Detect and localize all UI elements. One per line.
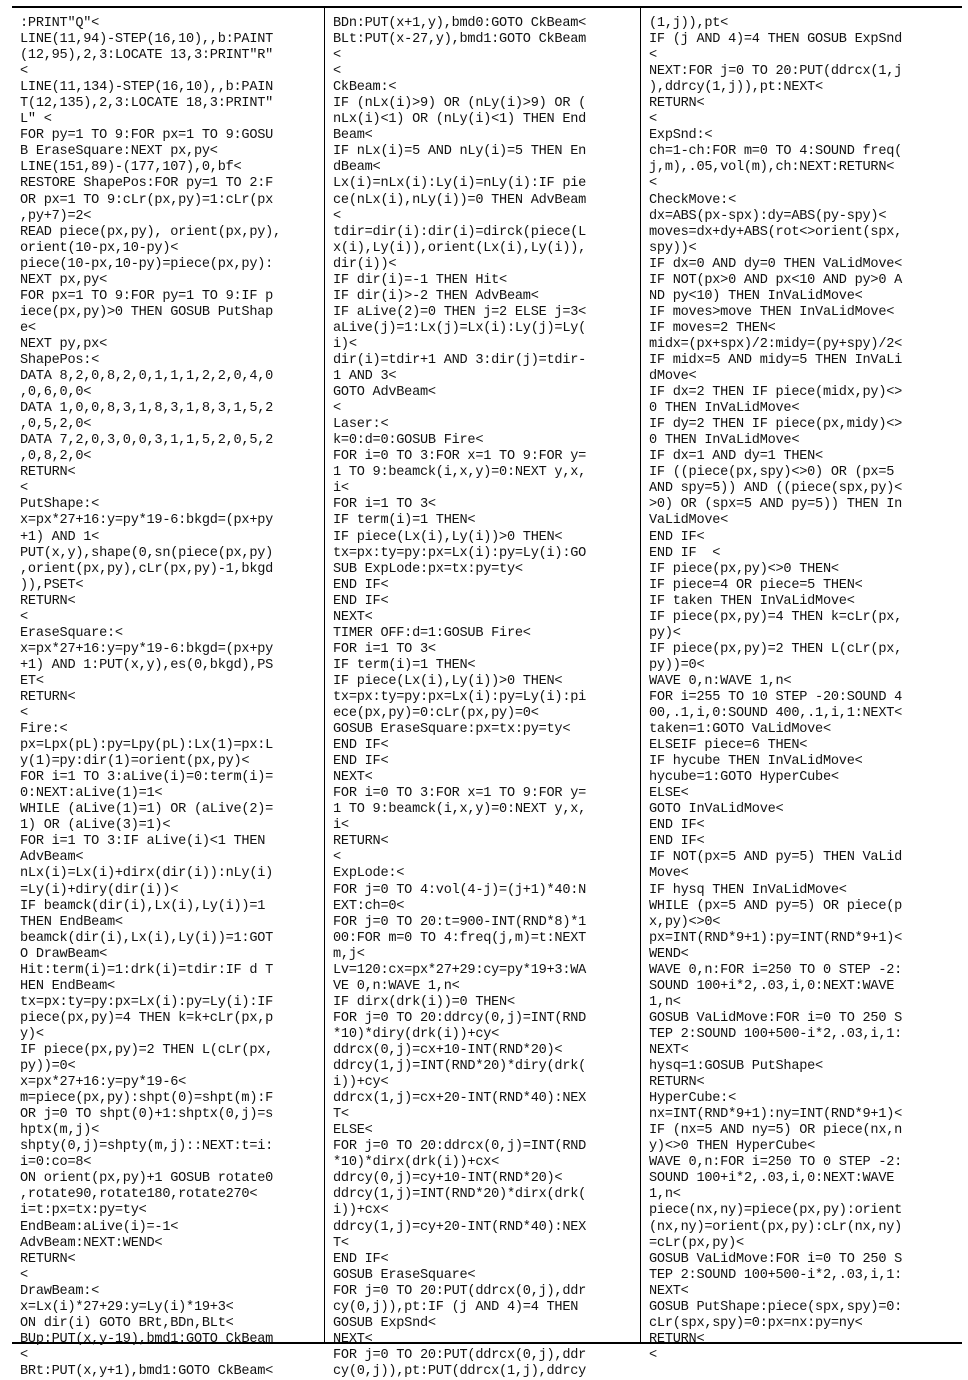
listing-page xyxy=(12,6,962,1379)
code-line: OR j=0 TO shpt(0)+1:shptx(0,j)=s xyxy=(20,1107,274,1123)
code-line: 1 TO 9:beamck(i,x,y)=0:NEXT y,x, xyxy=(333,802,587,818)
code-line: < xyxy=(649,112,657,128)
code-line: LINE(151,89)-(177,107),0,bf< xyxy=(20,160,242,176)
code-line: ELSE< xyxy=(333,1123,373,1139)
code-line: i)< xyxy=(333,336,357,352)
code-line: midx=(px+spx)/2:midy=(py+spy)/2< xyxy=(649,336,903,352)
code-line: RETURN< xyxy=(649,96,705,112)
code-line: END IF< xyxy=(333,754,389,770)
code-line: BRt:PUT(x,y+1),bmd1:GOTO CkBeam< xyxy=(20,1363,274,1379)
code-line: dir(i))< xyxy=(333,256,397,272)
code-line: Fire:< xyxy=(20,722,68,738)
code-line: GOSUB VaLidMove:FOR i=0 TO 250 S xyxy=(649,1251,903,1267)
code-line: tx=px:ty=py:px=Lx(i):py=Ly(i):IF xyxy=(20,994,274,1010)
code-line: PUT(x,y),shape(0,sn(piece(px,py) xyxy=(20,545,274,561)
code-line: < xyxy=(333,850,341,866)
code-line: IF hysq THEN InVaLidMove< xyxy=(649,882,847,898)
code-line: END IF< xyxy=(649,818,705,834)
code-line: IF hycube THEN InVaLidMove< xyxy=(649,754,863,770)
code-line: EraseSquare:< xyxy=(20,625,123,641)
code-line: RETURN< xyxy=(20,593,76,609)
code-line: m=piece(px,py):shpt(0)=shpt(m):F xyxy=(20,1091,274,1107)
code-line: shpty(0,j)=shpty(m,j)::NEXT:t=i: xyxy=(20,1139,274,1155)
code-line: THEN EndBeam< xyxy=(20,914,123,930)
code-line: py))=0< xyxy=(20,1059,76,1075)
code-line: FOR i=255 TO 10 STEP -20:SOUND 4 xyxy=(649,689,903,705)
code-line: ELSE< xyxy=(649,786,689,802)
code-line: i< xyxy=(333,481,349,497)
code-line: CheckMove:< xyxy=(649,192,736,208)
code-line: EndBeam:aLive(i)=-1< xyxy=(20,1219,179,1235)
code-line: FOR px=1 TO 9:FOR py=1 TO 9:IF p xyxy=(20,288,274,304)
code-line: ShapePos:< xyxy=(20,352,100,368)
code-line: )),PSET< xyxy=(20,577,84,593)
code-line: aLive(j)=1:Lx(j)=Lx(i):Ly(j)=Ly( xyxy=(333,320,587,336)
code-line: IF term(i)=1 THEN< xyxy=(333,657,476,673)
code-line: ,orient(px,py),cLr(px,py)-1,bkgd xyxy=(20,561,274,577)
code-line: WAVE 0,n:FOR i=250 TO 0 STEP -2: xyxy=(649,962,903,978)
code-line: WEND< xyxy=(649,946,689,962)
code-line: nx=INT(RND*9+1):ny=INT(RND*9+1)< xyxy=(649,1107,903,1123)
code-line: x=px*27+16:y=py*19-6:bkgd=(px+py xyxy=(20,641,274,657)
code-line: ddrcy(1,j)=cy+20-INT(RND*40):NEX xyxy=(333,1219,587,1235)
code-line: < xyxy=(333,48,341,64)
code-line: BDn:PUT(x+1,y),bmd0:GOTO CkBeam< xyxy=(333,16,587,31)
code-line: FOR i=1 TO 3:IF aLive(i)<1 THEN xyxy=(20,834,266,850)
code-line: IF nLx(i)=5 AND nLy(i)=5 THEN En xyxy=(333,144,587,160)
code-line: GOSUB PutShape:piece(spx,spy)=0: xyxy=(649,1299,903,1315)
code-line: tx=px:ty=py:px=Lx(i):py=Ly(i):GO xyxy=(333,545,587,561)
code-line: ,0,8,2,0< xyxy=(20,449,92,465)
code-line: < xyxy=(20,706,28,722)
code-line: < xyxy=(20,1347,28,1363)
code-line: +1) AND 1:PUT(x,y),es(0,bkgd),PS xyxy=(20,657,274,673)
code-line: GOTO InVaLidMove< xyxy=(649,802,784,818)
code-line: BUp:PUT(x,y-19),bmd1:GOTO CkBeam xyxy=(20,1331,274,1347)
code-line: tx=px:ty=py:px=Lx(i):py=Ly(i):pi xyxy=(333,689,587,705)
code-line: PutShape:< xyxy=(20,497,100,513)
code-line: END IF< xyxy=(333,738,389,754)
code-line: RETURN< xyxy=(20,465,76,481)
code-line: ,py+7)=2< xyxy=(20,208,92,224)
code-line: GOTO AdvBeam< xyxy=(333,385,436,401)
code-line: IF piece(px,py)=2 THEN L(cLr(px, xyxy=(649,641,903,657)
code-line: IF dirx(drk(i))=0 THEN< xyxy=(333,994,515,1010)
code-line: IF dx=1 AND dy=1 THEN< xyxy=(649,449,823,465)
code-line: T(12,135),2,3:LOCATE 18,3:PRINT" xyxy=(20,96,274,112)
code-line: ELSEIF piece=6 THEN< xyxy=(649,738,808,754)
code-line: HEN EndBeam< xyxy=(20,978,115,994)
code-line: SOUND 100+i*2,.03,i,0:NEXT:WAVE xyxy=(649,978,895,994)
code-line: SOUND 100+i*2,.03,i,0:NEXT:WAVE xyxy=(649,1171,895,1187)
code-line: moves=dx+dy+ABS(rot<>orient(spx, xyxy=(649,224,903,240)
code-line: ece(px,py)=0:cLr(px,py)=0< xyxy=(333,706,539,722)
code-line: hycube=1:GOTO HyperCube< xyxy=(649,770,839,786)
code-line: CkBeam:< xyxy=(333,80,397,96)
code-line: px=INT(RND*9+1):py=INT(RND*9+1)< xyxy=(649,930,903,946)
code-line: IF piece(px,py)=2 THEN L(cLr(px, xyxy=(20,1043,274,1058)
code-line: IF piece(px,py)=4 THEN k=cLr(px, xyxy=(649,609,903,625)
code-line: x,py)<>0< xyxy=(649,914,721,930)
code-line: IF NOT(px>0 AND px<10 AND py>0 A xyxy=(649,272,903,288)
code-line: Laser:< xyxy=(333,417,389,433)
code-line: END IF< xyxy=(333,1251,389,1267)
code-line: NEXT< xyxy=(333,1331,373,1347)
code-line: O DrawBeam< xyxy=(20,946,107,962)
code-line: +1) AND 1< xyxy=(20,529,100,545)
code-line: 00,.1,i,0:SOUND 400,.1,i,1:NEXT< xyxy=(649,706,903,722)
code-line: < xyxy=(20,481,28,497)
code-line: i=0:co=8< xyxy=(20,1155,92,1171)
code-line: Lv=120:cx=px*27+29:cy=py*19+3:WA xyxy=(333,962,587,978)
code-line: ExpSnd:< xyxy=(649,128,713,144)
code-line: Beam< xyxy=(333,128,373,144)
code-line: ExpLode:< xyxy=(333,866,405,882)
code-line: (12,95),2,3:LOCATE 13,3:PRINT"R" xyxy=(20,48,274,64)
code-line: e< xyxy=(20,320,36,336)
code-line: FOR i=0 TO 3:FOR x=1 TO 9:FOR y= xyxy=(333,449,587,465)
code-line: =cLr(px,py)< xyxy=(649,1235,744,1251)
code-line: TEP 2:SOUND 100+500-i*2,.03,i,1: xyxy=(649,1026,903,1042)
code-line: IF piece(Lx(i),Ly(i))>0 THEN< xyxy=(333,673,563,689)
code-line: py))=0< xyxy=(649,657,705,673)
code-line: < xyxy=(20,64,28,80)
code-line: spy))< xyxy=(649,240,697,256)
code-line: piece(nx,ny)=piece(px,py):orient xyxy=(649,1203,903,1219)
code-line: IF dx=2 THEN IF piece(midx,py)<> xyxy=(649,385,903,401)
code-line: RETURN< xyxy=(649,1331,705,1347)
code-line: IF (nLx(i)>9) OR (nLy(i)>9) OR ( xyxy=(333,96,587,112)
code-line: < xyxy=(333,401,341,417)
code-line: GOSUB EraseSquare:px=tx:py=ty< xyxy=(333,722,571,738)
code-line: 0 THEN InVaLidMove< xyxy=(649,433,800,449)
code-line: ch=1-ch:FOR m=0 TO 4:SOUND freq( xyxy=(649,144,903,160)
code-line: ET< xyxy=(20,673,44,689)
code-line: IF dy=2 THEN IF piece(px,midy)<> xyxy=(649,417,903,433)
code-line: WHILE (aLive(1)=1) OR (aLive(2)= xyxy=(20,802,274,818)
code-line: 1 TO 9:beamck(i,x,y)=0:NEXT y,x, xyxy=(333,465,587,481)
code-line: orient(10-px,10-py)< xyxy=(20,240,179,256)
code-line: < xyxy=(333,208,341,224)
code-line: dx=ABS(px-spx):dy=ABS(py-spy)< xyxy=(649,208,887,224)
code-line: IF dx=0 AND dy=0 THEN VaLidMove< xyxy=(649,256,903,272)
listing-column-2 xyxy=(324,8,632,1379)
code-line: i< xyxy=(333,818,349,834)
code-line: T< xyxy=(333,1235,349,1251)
code-line: END IF < xyxy=(649,545,721,561)
code-line: GOSUB ExpSnd< xyxy=(333,1315,436,1331)
code-line: beamck(dir(i),Lx(i),Ly(i))=1:GOT xyxy=(20,930,274,946)
code-line: TEP 2:SOUND 100+500-i*2,.03,i,1: xyxy=(649,1267,903,1283)
code-line: T< xyxy=(333,1107,349,1123)
code-line: < xyxy=(20,609,28,625)
code-line: FOR j=0 TO 20:PUT(ddrcx(0,j),ddr xyxy=(333,1283,587,1299)
code-line: FOR i=1 TO 3< xyxy=(333,641,436,657)
code-line: FOR py=1 TO 9:FOR px=1 TO 9:GOSU xyxy=(20,128,274,144)
code-line: ddrcx(1,j)=cx+20-INT(RND*40):NEX xyxy=(333,1091,587,1107)
code-line: i))+cy< xyxy=(333,1075,389,1091)
code-line: VaLidMove< xyxy=(649,513,729,529)
code-line: FOR j=0 TO 20:t=900-INT(RND*8)*1 xyxy=(333,914,587,930)
code-line: RETURN< xyxy=(20,1251,76,1267)
code-line: (nx,ny)=orient(px,py):cLr(nx,ny) xyxy=(649,1219,903,1235)
code-line: END IF< xyxy=(649,834,705,850)
code-line: OR px=1 TO 9:cLr(px,py)=1:cLr(px xyxy=(20,192,274,208)
code-line: x=px*27+16:y=py*19-6< xyxy=(20,1075,187,1091)
code-line: RETURN< xyxy=(20,689,76,705)
code-line: GOSUB EraseSquare< xyxy=(333,1267,476,1283)
code-line: nLx(i)<1) OR (nLy(i)<1) THEN End xyxy=(333,112,587,128)
code-line: FOR j=0 TO 20:ddrcy(0,j)=INT(RND xyxy=(333,1010,587,1026)
code-line: hptx(m,j)< xyxy=(20,1123,100,1139)
code-line: VE 0,n:WAVE 1,n< xyxy=(333,978,460,994)
code-line: 1 AND 3< xyxy=(333,369,397,385)
code-line: B EraseSquare:NEXT px,py< xyxy=(20,144,218,160)
code-line: k=0:d=0:GOSUB Fire< xyxy=(333,433,484,449)
code-line: y(1)=py:dir(1)=orient(px,py)< xyxy=(20,754,250,770)
code-line: IF aLive(2)=0 THEN j=2 ELSE j=3< xyxy=(333,304,587,320)
code-line: tdir=dir(i):dir(i)=dirck(piece(L xyxy=(333,224,587,240)
code-line: *10)*dirx(drk(i))+cx< xyxy=(333,1155,500,1171)
code-line: 00:FOR m=0 TO 4:freq(j,m)=t:NEXT xyxy=(333,930,587,946)
code-line: GOSUB VaLidMove:FOR i=0 TO 250 S xyxy=(649,1010,903,1026)
code-line: < xyxy=(649,48,657,64)
code-line: DATA 1,0,0,8,3,1,8,3,1,8,3,1,5,2 xyxy=(20,401,274,417)
code-line: ddrcx(0,j)=cx+10-INT(RND*20)< xyxy=(333,1043,563,1058)
code-line: FOR j=0 TO 20:ddrcx(0,j)=INT(RND xyxy=(333,1139,587,1155)
code-line: iece(px,py)>0 THEN GOSUB PutShap xyxy=(20,304,274,320)
code-line: READ piece(px,py), orient(px,py), xyxy=(20,224,281,240)
code-line: IF midx=5 AND midy=5 THEN InVaLi xyxy=(649,352,903,368)
code-line: AdvBeam< xyxy=(20,850,84,866)
code-line: IF piece(Lx(i),Ly(i))>0 THEN< xyxy=(333,529,563,545)
code-line: IF ((piece(px,spy)<>0) OR (px=5 xyxy=(649,465,895,481)
code-line: x(i),Ly(i)),orient(Lx(i),Ly(i)), xyxy=(333,240,587,256)
code-line: L" < xyxy=(20,112,52,128)
code-line: END IF< xyxy=(333,577,389,593)
code-line: FOR i=1 TO 3< xyxy=(333,497,436,513)
code-line: nLx(i)=Lx(i)+dirx(dir(i)):nLy(i) xyxy=(20,866,274,882)
code-line: END IF< xyxy=(333,593,389,609)
code-line: IF moves>move THEN InVaLidMove< xyxy=(649,304,895,320)
code-line: m,j< xyxy=(333,946,365,962)
code-line: HyperCube:< xyxy=(649,1091,736,1107)
code-line: NEXT< xyxy=(649,1283,689,1299)
code-line: WAVE 0,n:FOR i=250 TO 0 STEP -2: xyxy=(649,1155,903,1171)
code-line: WHILE (px=5 AND py=5) OR piece(p xyxy=(649,898,903,914)
code-line: RESTORE ShapePos:FOR py=1 TO 2:F xyxy=(20,176,274,192)
code-line: cLr(spx,spy)=0:px=nx:py=ny< xyxy=(649,1315,863,1331)
code-line: 1,n< xyxy=(649,994,681,1010)
code-line: IF taken THEN InVaLidMove< xyxy=(649,593,855,609)
listing-column-1 xyxy=(12,8,320,1379)
code-line: IF (nx=5 AND ny=5) OR piece(nx,n xyxy=(649,1123,903,1139)
code-line: 0:NEXT:aLive(1)=1< xyxy=(20,786,163,802)
code-line: IF beamck(dir(i),Lx(i),Ly(i))=1 xyxy=(20,898,266,914)
code-line: Hit:term(i)=1:drk(i)=tdir:IF d T xyxy=(20,962,274,978)
code-line: BLt:PUT(x-27,y),bmd1:GOTO CkBeam xyxy=(333,32,587,48)
code-line: piece(10-px,10-py)=piece(px,py): xyxy=(20,256,274,272)
code-line: j,m),.05,vol(m),ch:NEXT:RETURN< xyxy=(649,160,895,176)
code-line: taken=1:GOTO VaLidMove< xyxy=(649,722,831,738)
code-line: TIMER OFF:d=1:GOSUB Fire< xyxy=(333,625,531,641)
code-line: AND spy=5)) AND ((piece(spx,py)< xyxy=(649,481,903,497)
code-line: piece(px,py)=4 THEN k=k+cLr(px,p xyxy=(20,1010,274,1026)
code-line: cy(0,j)),pt:IF (j AND 4)=4 THEN xyxy=(333,1299,579,1315)
code-line: IF (j AND 4)=4 THEN GOSUB ExpSnd xyxy=(649,32,903,48)
code-line: dir(i)=tdir+1 AND 3:dir(j)=tdir- xyxy=(333,352,587,368)
code-line: ,0,6,0,0< xyxy=(20,385,92,401)
code-line: y)<>0 THEN HyperCube< xyxy=(649,1139,816,1155)
code-line: y)< xyxy=(20,1026,44,1042)
code-line: px=Lpx(pL):py=Lpy(pL):Lx(1)=px:L xyxy=(20,738,274,754)
code-line: :PRINT"Q"< xyxy=(20,16,100,31)
code-line: *10)*diry(drk(i))+cy< xyxy=(333,1026,500,1042)
listing-column-3 xyxy=(640,8,962,1363)
code-line: ON orient(px,py)+1 GOSUB rotate0 xyxy=(20,1171,274,1187)
code-line: RETURN< xyxy=(333,834,389,850)
code-line: FOR j=0 TO 4:vol(4-j)=(j+1)*40:N xyxy=(333,882,587,898)
code-line: ddrcy(0,j)=cy+10-INT(RND*20)< xyxy=(333,1171,563,1187)
code-line: dBeam< xyxy=(333,160,381,176)
code-line: < xyxy=(20,1267,28,1283)
code-line: ND py<10) THEN InVaLidMove< xyxy=(649,288,863,304)
code-line: IF dir(i)>-2 THEN AdvBeam< xyxy=(333,288,539,304)
code-line: LINE(11,134)-STEP(16,10),,b:PAIN xyxy=(20,80,274,96)
code-line: ce(nLx(i),nLy(i))=0 THEN AdvBeam xyxy=(333,192,587,208)
code-line: 1) OR (aLive(3)=1)< xyxy=(20,818,171,834)
code-line: >0) OR (spx=5 AND py=5)) THEN In xyxy=(649,497,903,513)
code-line: < xyxy=(333,64,341,80)
code-line: NEXT< xyxy=(333,609,373,625)
code-line: NEXT:FOR j=0 TO 20:PUT(ddrcx(1,j xyxy=(649,64,903,80)
code-line: FOR i=0 TO 3:FOR x=1 TO 9:FOR y= xyxy=(333,786,587,802)
code-line: ,0,5,2,0< xyxy=(20,417,92,433)
code-line: x=Lx(i)*27+29:y=Ly(i)*19+3< xyxy=(20,1299,234,1315)
code-line: NEXT< xyxy=(333,770,373,786)
code-line: < xyxy=(649,1347,657,1363)
code-line: Lx(i)=nLx(i):Ly(i)=nLy(i):IF pie xyxy=(333,176,587,192)
code-line: DrawBeam:< xyxy=(20,1283,100,1299)
code-line: NEXT py,px< xyxy=(20,336,107,352)
code-line: IF piece(px,py)<>0 THEN< xyxy=(649,561,839,577)
code-line: hysq=1:GOSUB PutShape< xyxy=(649,1059,823,1075)
code-line: ddrcy(1,j)=INT(RND*20)*diry(drk( xyxy=(333,1059,587,1075)
code-line: ON dir(i) GOTO BRt,BDn,BLt< xyxy=(20,1315,234,1331)
code-line: FOR i=1 TO 3:aLive(i)=0:term(i)= xyxy=(20,770,274,786)
code-line: IF dir(i)=-1 THEN Hit< xyxy=(333,272,507,288)
code-line: AdvBeam:NEXT:WEND< xyxy=(20,1235,163,1251)
code-line: FOR j=0 TO 20:PUT(ddrcx(0,j),ddr xyxy=(333,1347,587,1363)
code-line: dMove< xyxy=(649,369,697,385)
code-line: IF moves=2 THEN< xyxy=(649,320,776,336)
code-line: ddrcy(1,j)=INT(RND*20)*dirx(drk( xyxy=(333,1187,587,1203)
code-line: i=t:px=tx:py=ty< xyxy=(20,1203,147,1219)
code-line: IF NOT(px=5 AND py=5) THEN VaLid xyxy=(649,850,903,866)
code-line: cy(0,j)),pt:PUT(ddrcx(1,j),ddrcy xyxy=(333,1363,587,1379)
code-line: NEXT px,py< xyxy=(20,272,107,288)
code-line: Move< xyxy=(649,866,689,882)
code-line: NEXT< xyxy=(649,1043,689,1058)
code-line: WAVE 0,n:WAVE 1,n< xyxy=(649,673,792,689)
code-line: DATA 7,2,0,3,0,0,3,1,1,5,2,0,5,2 xyxy=(20,433,274,449)
code-line: 1,n< xyxy=(649,1187,681,1203)
code-line: x=px*27+16:y=py*19-6:bkgd=(px+py xyxy=(20,513,274,529)
code-line: ),ddrcy(1,j)),pt:NEXT< xyxy=(649,80,823,96)
code-line: =Ly(i)+diry(dir(i))< xyxy=(20,882,179,898)
code-line: 0 THEN InVaLidMove< xyxy=(649,401,800,417)
code-line: IF term(i)=1 THEN< xyxy=(333,513,476,529)
code-line: EXT:ch=0< xyxy=(333,898,405,914)
code-line: py)< xyxy=(649,625,681,641)
code-line: i))+cx< xyxy=(333,1203,389,1219)
code-line: RETURN< xyxy=(649,1075,705,1091)
code-line: (1,j)),pt< xyxy=(649,16,729,31)
code-line: END IF< xyxy=(649,529,705,545)
code-line: < xyxy=(649,176,657,192)
code-line: LINE(11,94)-STEP(16,10),,b:PAINT xyxy=(20,32,274,48)
code-line: IF piece=4 OR piece=5 THEN< xyxy=(649,577,863,593)
code-line: ,rotate90,rotate180,rotate270< xyxy=(20,1187,258,1203)
code-line: DATA 8,2,0,8,2,0,1,1,1,2,2,0,4,0 xyxy=(20,369,274,385)
code-line: SUB ExpLode:px=tx:py=ty< xyxy=(333,561,523,577)
